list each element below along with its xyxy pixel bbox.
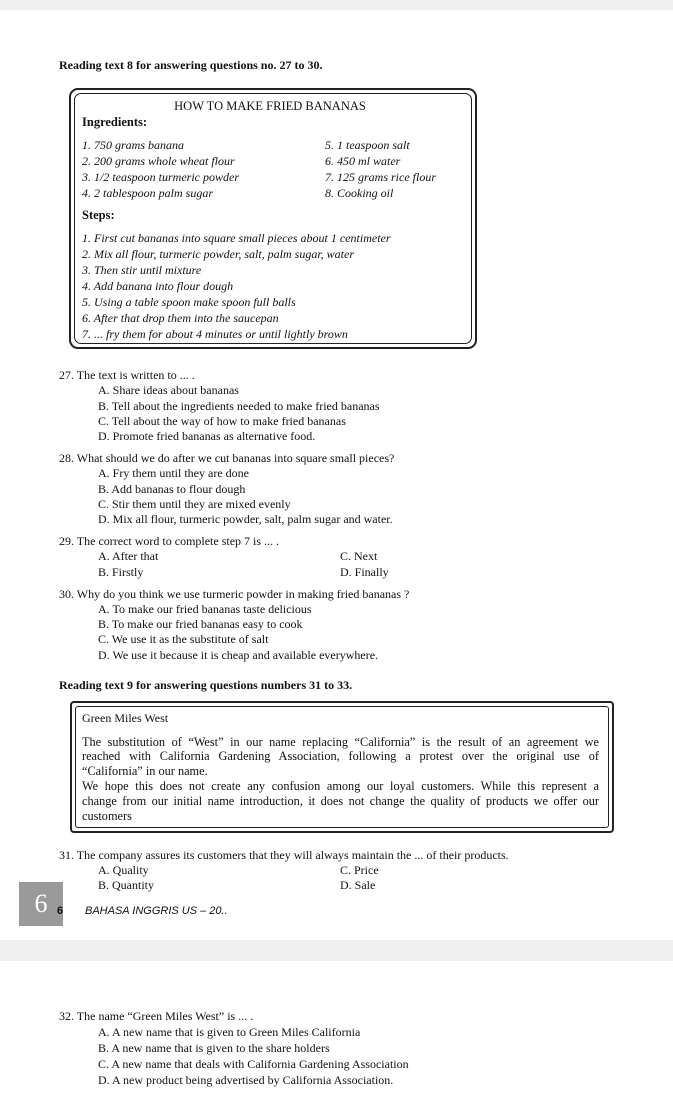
step-item: 2. Mix all flour, turmeric powder, salt, palm sugar, water [82, 247, 355, 261]
notice-paragraph-line: “California” in our name. [82, 764, 208, 778]
question-32-stem: 32. The name “Green Miles West” is ... . [59, 1009, 254, 1023]
notice-paragraph-line: reached with California Gardening Association, following a protest over the original use of [82, 749, 599, 763]
question-29-stem: 29. The correct word to complete step 7 is ... . [59, 534, 280, 548]
question-28-option[interactable]: D. Mix all flour, turmeric powder, salt, palm sugar and water. [98, 512, 393, 526]
recipe-title: HOW TO MAKE FRIED BANANAS [174, 99, 366, 113]
question-30-option[interactable]: D. We use it because it is cheap and available everywhere. [98, 648, 379, 662]
step-item: 4. Add banana into flour dough [82, 279, 234, 293]
ingredients-heading: Ingredients: [82, 115, 148, 129]
notice-title: Green Miles West [82, 711, 169, 725]
ingredient-item: 7. 125 grams rice flour [325, 170, 436, 184]
question-27-stem: 27. The text is written to ... . [59, 368, 195, 382]
question-29-option[interactable]: D. Finally [340, 565, 389, 579]
step-item: 1. First cut bananas into square small pieces about 1 centimeter [82, 231, 391, 245]
question-31-option[interactable]: C. Price [340, 863, 379, 877]
question-30-option[interactable]: B. To make our fried bananas easy to cook [98, 617, 303, 631]
notice-paragraph-line: The substitution of “West” in our name replacing “California” is the result of an agreement we [82, 735, 599, 749]
notice-paragraph-line: change from our initial name introduction, it does not change the quality of products we offer our [82, 794, 599, 808]
ingredient-item: 2. 200 grams whole wheat flour [82, 154, 235, 168]
exam-page-2 [0, 961, 673, 1100]
question-30-option[interactable]: C. We use it as the substitute of salt [98, 632, 269, 646]
ingredient-item: 1. 750 grams banana [82, 138, 185, 152]
question-32-option[interactable]: B. A new name that is given to the share holders [98, 1041, 330, 1055]
ingredient-item: 8. Cooking oil [325, 186, 394, 200]
question-27-option[interactable]: A. Share ideas about bananas [98, 383, 239, 397]
ingredient-item: 6. 450 ml water [325, 154, 401, 168]
question-32-option[interactable]: D. A new product being advertised by California Association. [98, 1073, 394, 1087]
question-29-option[interactable]: A. After that [98, 549, 159, 563]
footer-page-number: 6 [57, 905, 64, 917]
ingredient-item: 4. 2 tablespoon palm sugar [82, 186, 214, 200]
step-item: 7. ... fry them for about 4 minutes or until lightly brown [82, 327, 348, 341]
question-30-stem: 30. Why do you think we use turmeric powder in making fried bananas ? [59, 587, 410, 601]
question-31-option[interactable]: A. Quality [98, 863, 149, 877]
question-27-option[interactable]: B. Tell about the ingredients needed to make fried bananas [98, 399, 380, 413]
notice-paragraph-line: customers [82, 809, 132, 823]
reading-8-intro: Reading text 8 for answering questions no. 27 to 30. [59, 58, 323, 72]
step-item: 6. After that drop them into the saucepan [82, 311, 279, 325]
question-28-stem: 28. What should we do after we cut bananas into square small pieces? [59, 451, 395, 465]
question-32-option[interactable]: C. A new name that deals with California Gardening Association [98, 1057, 409, 1071]
exam-page-1 [0, 10, 673, 940]
question-28-option[interactable]: B. Add bananas to flour dough [98, 482, 246, 496]
ingredient-item: 5. 1 teaspoon salt [325, 138, 410, 152]
question-31-option[interactable]: D. Sale [340, 878, 376, 892]
footer-subject: BAHASA INGGRIS US – 20.. [85, 905, 228, 917]
question-27-option[interactable]: C. Tell about the way of how to make fried bananas [98, 414, 346, 428]
notice-paragraph-line: We hope this does not create any confusion among our loyal customers. While this represent a [82, 779, 599, 793]
question-29-option[interactable]: C. Next [340, 549, 378, 563]
step-item: 5. Using a table spoon make spoon full balls [82, 295, 296, 309]
ingredient-item: 3. 1/2 teaspoon turmeric powder [82, 170, 239, 184]
question-28-option[interactable]: C. Stir them until they are mixed evenly [98, 497, 291, 511]
question-32-option[interactable]: A. A new name that is given to Green Miles California [98, 1025, 361, 1039]
steps-heading: Steps: [82, 208, 115, 222]
question-27-option[interactable]: D. Promote fried bananas as alternative food. [98, 429, 316, 443]
question-29-option[interactable]: B. Firstly [98, 565, 144, 579]
question-28-option[interactable]: A. Fry them until they are done [98, 466, 249, 480]
reading-9-intro: Reading text 9 for answering questions numbers 31 to 33. [59, 678, 353, 692]
step-item: 3. Then stir until mixture [82, 263, 202, 277]
question-31-stem: 31. The company assures its customers that they will always maintain the ... of their products. [59, 848, 509, 862]
question-31-option[interactable]: B. Quantity [98, 878, 154, 892]
question-30-option[interactable]: A. To make our fried bananas taste delicious [98, 602, 312, 616]
page-number-badge: 6 [19, 882, 63, 926]
